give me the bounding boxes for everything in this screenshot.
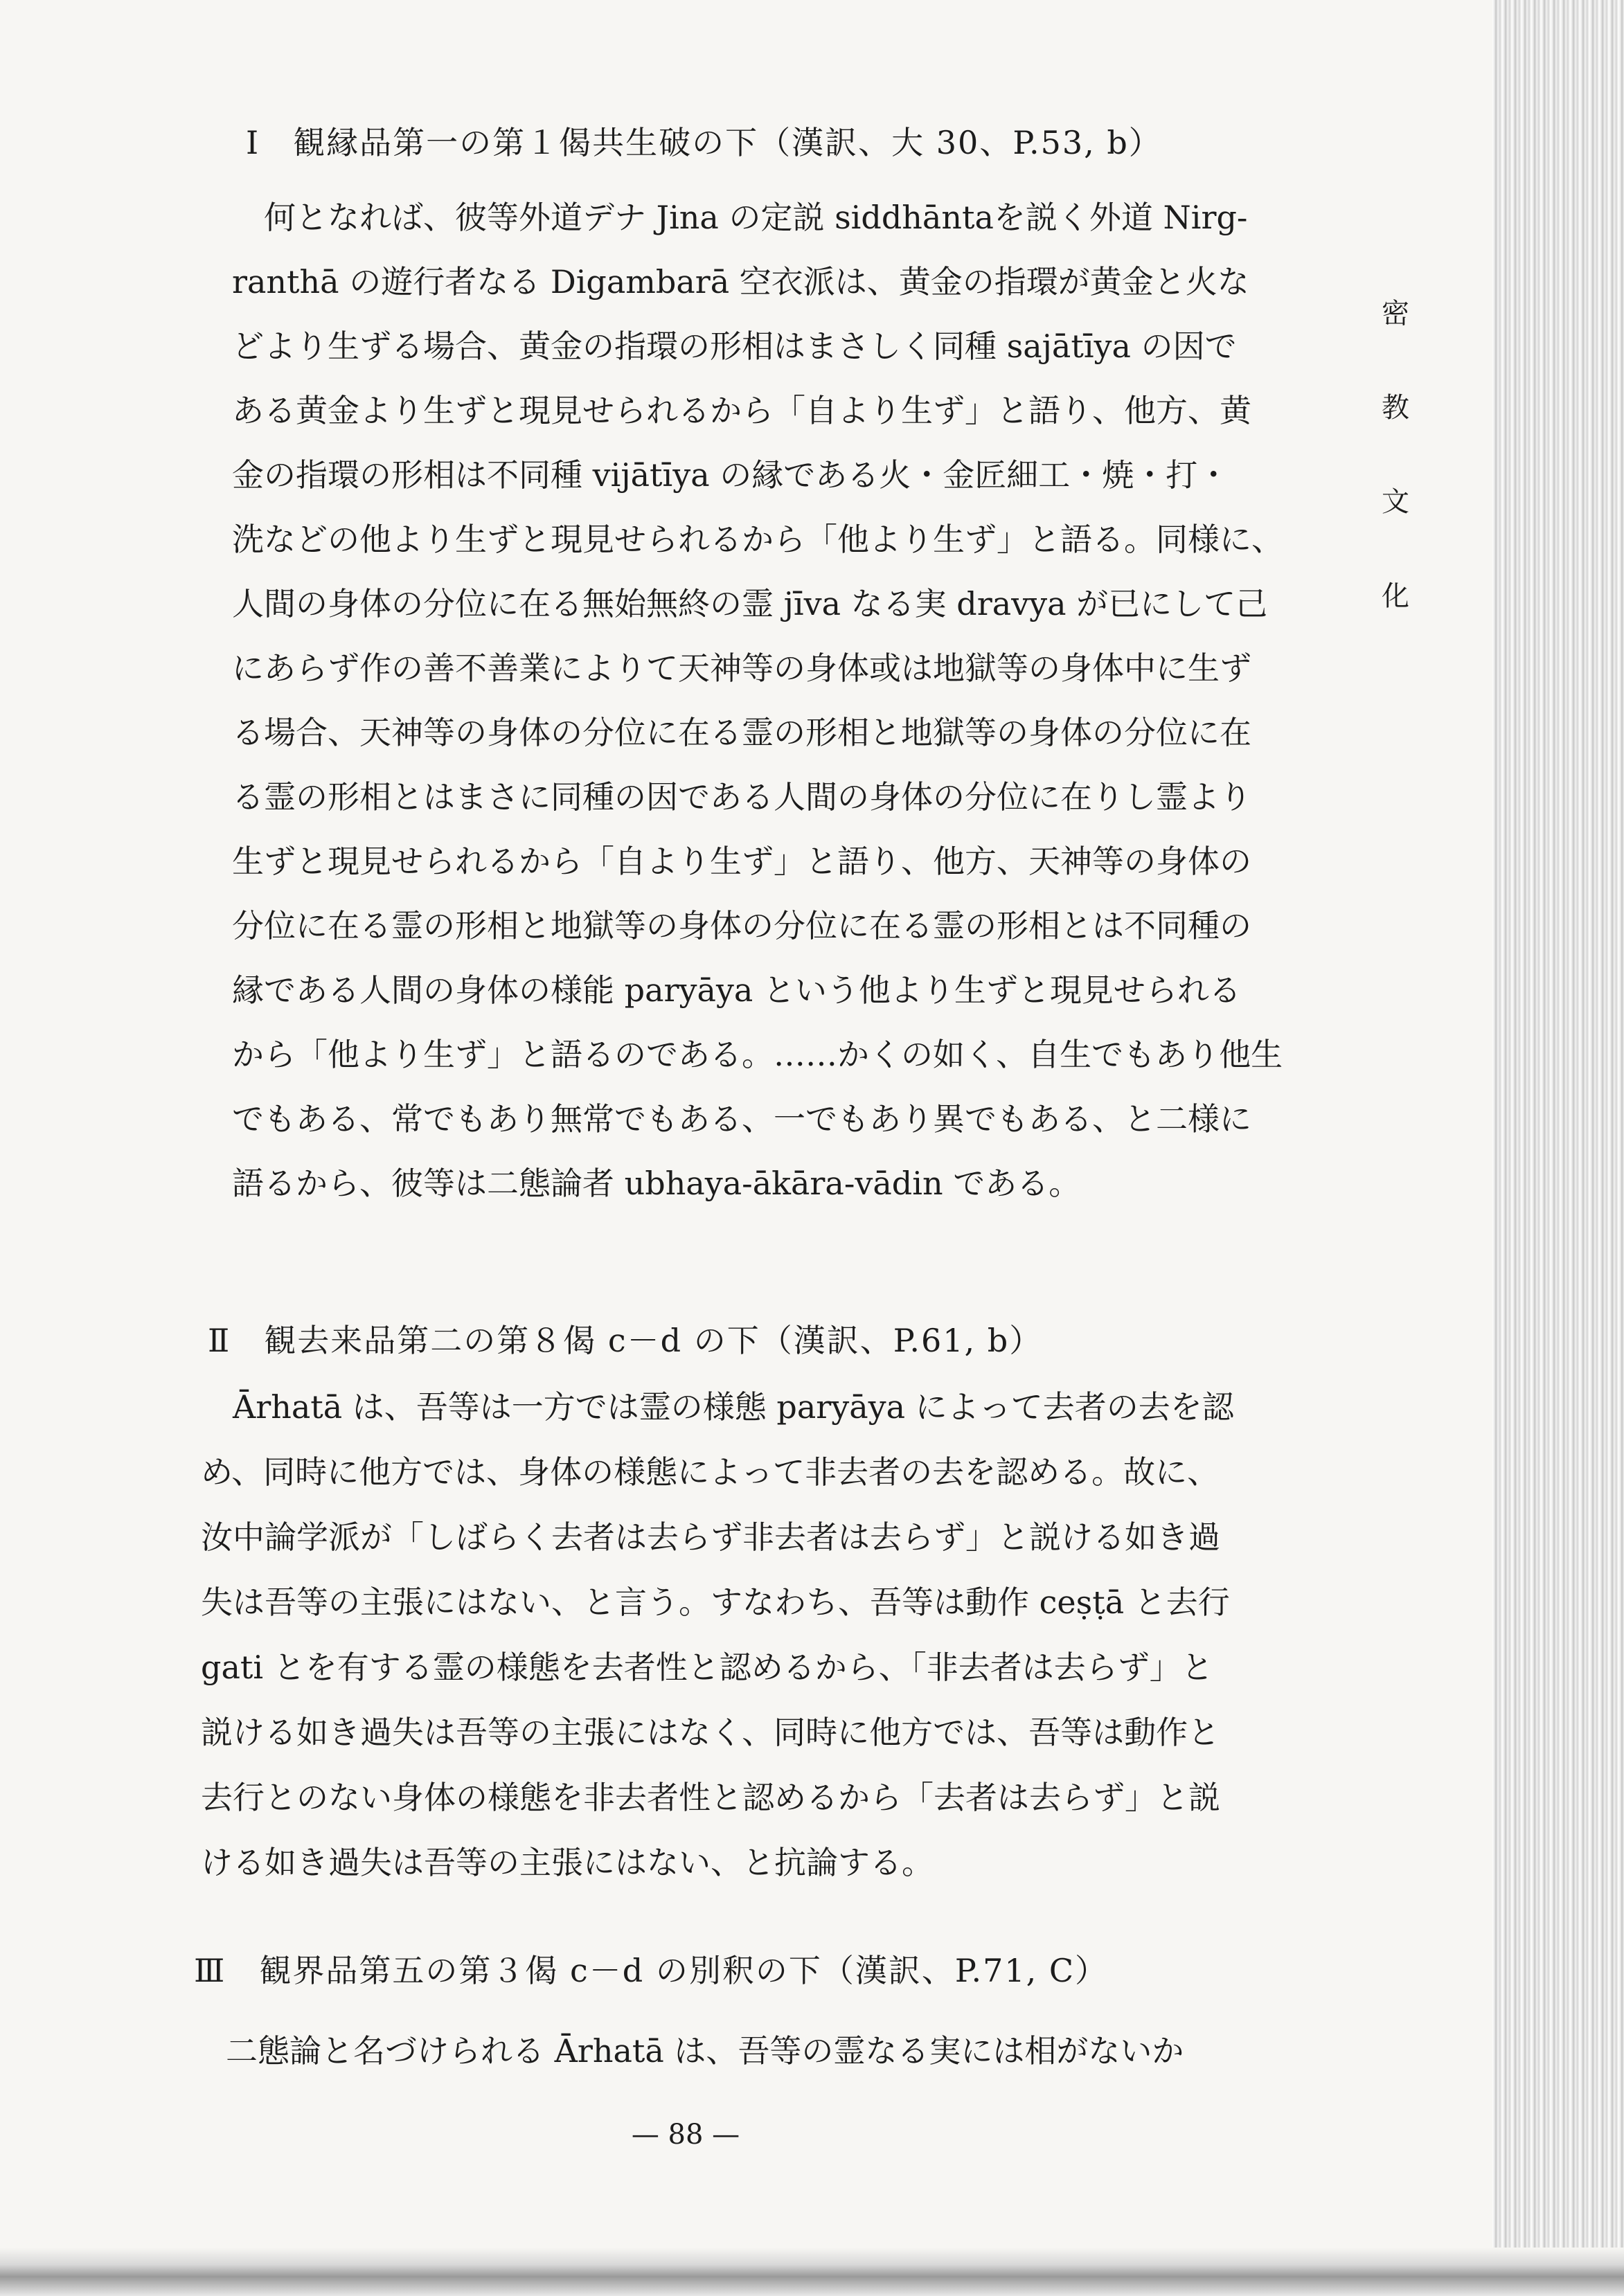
side-label bbox=[1375, 267, 1416, 643]
text-line: ある黄金より生ずと現見せられるから「自より生ず」と語り、他方、黄 bbox=[232, 392, 1251, 429]
text-line: 何となれば、彼等外道デナ Jina の定説 siddhāntaを説く外道 Nirg- bbox=[232, 199, 1248, 236]
text-line: る霊の形相とはまさに同種の因である人間の身体の分位に在りし霊より bbox=[232, 778, 1251, 816]
text-line: 生ずと現見せられるから「自より生ず」と語り、他方、天神等の身体の bbox=[232, 843, 1251, 880]
text-line: 説ける如き過失は吾等の主張にはなく、同時に他方では、吾等は動作と bbox=[201, 1714, 1220, 1751]
text-line: 失は吾等の主張にはない、と言う。すなわち、吾等は動作 ceṣṭā と去行 bbox=[201, 1584, 1230, 1621]
text-line: から「他より生ず」と語るのである。……かくの如く、自生でもあり他生 bbox=[232, 1036, 1283, 1073]
section-1-heading: Ⅰ 観縁品第一の第１偈共生破の下（漢訳、大 30、P.53, b） bbox=[246, 124, 1162, 161]
text-line: どより生ずる場合、黄金の指環の形相はまさしく同種 sajātīya の因で bbox=[232, 328, 1237, 365]
text-line: 縁である人間の身体の様能 paryāya という他より生ずと現見せられる bbox=[232, 971, 1241, 1009]
text-line: 語るから、彼等は二態論者 ubhaya-ākāra-vādin である。 bbox=[232, 1165, 1081, 1202]
text-line: 洗などの他より生ずと現見せられるから「他より生ず」と語る。同様に、 bbox=[232, 521, 1283, 558]
text-line: Ārhatā は、吾等は一方では霊の様態 paryāya によって去者の去を認 bbox=[201, 1388, 1234, 1426]
text-line: gati とを有する霊の様態を去者性と認めるから、「非去者は去らず」と bbox=[201, 1649, 1213, 1686]
text-line: 金の指環の形相は不同種 vijātīya の縁である火・金匠細工・焼・打・ bbox=[232, 456, 1230, 494]
text-line: ける如き過失は吾等の主張にはない、と抗論する。 bbox=[201, 1844, 934, 1881]
text-line: にあらず作の善不善業によりて天神等の身体或は地獄等の身体中に生ず bbox=[232, 649, 1251, 687]
section-1-body bbox=[232, 186, 1283, 1216]
page-number: — 88 — bbox=[631, 2119, 740, 2151]
text-line: 分位に在る霊の形相と地獄等の身体の分位に在る霊の形相とは不同種の bbox=[232, 907, 1251, 944]
bottom-edge-shadow bbox=[0, 2248, 1624, 2296]
side-label-char: 化 bbox=[1382, 580, 1409, 612]
text-line: 人間の身体の分位に在る無始無終の霊 jīva なる実 dravya が已にして己 bbox=[232, 585, 1268, 622]
page-edge-shadow bbox=[1492, 0, 1624, 2296]
text-line: 汝中論学派が「しばらく去者は去らず非去者は去らず」と説ける如き過 bbox=[201, 1518, 1220, 1556]
text-line: 二態論と名づけられる Ārhatā は、吾等の霊なる実には相がないか bbox=[194, 2032, 1184, 2070]
text-line: 去行とのない身体の様態を非去者性と認めるから「去者は去らず」と説 bbox=[201, 1779, 1220, 1816]
text-line: でもある、常でもあり無常でもある、一でもあり異でもある、と二様に bbox=[232, 1100, 1251, 1138]
text-line: ranthā の遊行者なる Digambarā 空衣派は、黄金の指環が黄金と火な bbox=[232, 263, 1249, 301]
text-line: る場合、天神等の身体の分位に在る霊の形相と地獄等の身体の分位に在 bbox=[232, 714, 1251, 751]
section-2-heading: Ⅱ 観去来品第二の第８偈 c－d の下（漢訳、P.61, b） bbox=[208, 1322, 1043, 1359]
text-line: め、同時に他方では、身体の様態によって非去者の去を認める。故に、 bbox=[201, 1453, 1220, 1491]
section-3-heading: Ⅲ 観界品第五の第３偈 c－d の別釈の下（漢訳、P.71, C） bbox=[194, 1952, 1109, 1989]
section-3-body bbox=[194, 2018, 1184, 2083]
side-label-char: 文 bbox=[1382, 486, 1409, 518]
side-label-char: 密 bbox=[1382, 298, 1409, 330]
side-label-char: 教 bbox=[1382, 392, 1409, 424]
section-2-body bbox=[201, 1374, 1234, 1895]
